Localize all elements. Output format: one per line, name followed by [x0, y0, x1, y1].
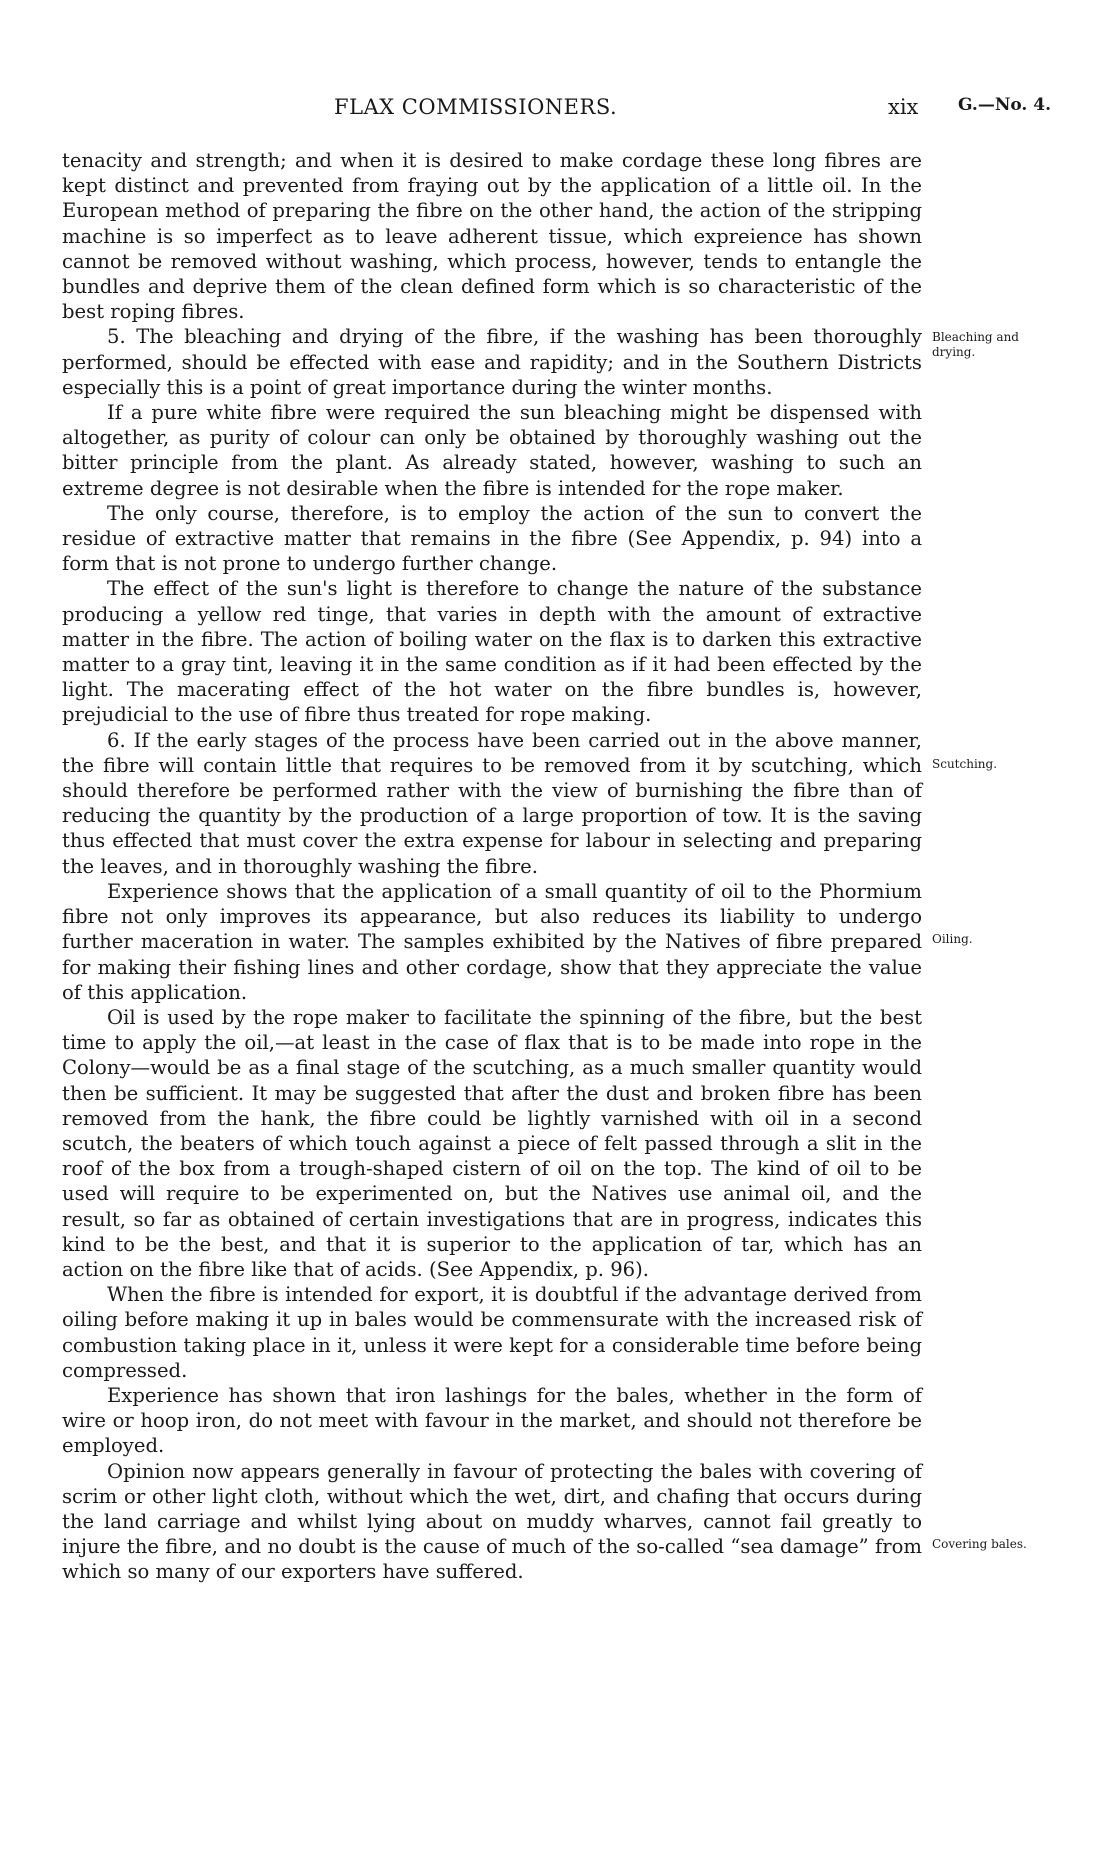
paragraph: If a pure white fibre were required the sun bleaching might be dispensed with altogether, as purity of colour can only be obtained by thoroughly washing out the bitter principle from the plant. As already stated, however, washing to such an extreme degree is not desirable when the fibre is intended for the rope maker.: [62, 401, 922, 500]
paper-reference: G.—No. 4.: [958, 95, 1051, 115]
paragraph: tenacity and strength; and when it is desired to make cordage these long fibres are kept distinct and prevented from fraying out by the application of a little oil. In the European method of preparing the fibre on the other hand, the action of the stripping machine is so imperfect as to leave adherent tissue, which expreience has shown cannot be removed without washing, which process, however, tends to entangle the bundles and deprive them of the clean defined form which is so characteristic of the best roping fibres.: [62, 149, 922, 324]
page-number: xix: [888, 95, 919, 119]
paragraph: Oil is used by the rope maker to facilitate the spinning of the fibre, but the best time to apply the oil,—at least in the case of flax that is to be made into rope in the Colony—would be as a final stage of the scutching, as a much smaller quantity would then be sufficient. It may be suggested that after the dust and broken fibre has been removed from the hank, the fibre could be lightly varnished with oil in a second scutch, the beaters of which touch against a piece of felt passed through a slit in the roof of the box from a trough-shaped cistern of oil on the top. The kind of oil to be used will require to be experimented on, but the Natives use animal oil, and the result, so far as obtained of certain investigations that are in progress, indicates this kind to be the best, and that it is superior to the application of tar, which has an action on the fibre like that of acids. (See Appendix, p. 96).: [62, 1005, 922, 1281]
paragraph: 5. The bleaching and drying of the fibre, if the washing has been thoroughly performed, should be effected with ease and rapidity; and in the Southern Districts especially this is a point of great importance during the winter months.: [62, 325, 922, 399]
side-note-scutching: Scutching.: [932, 757, 998, 771]
paragraph: Experience has shown that iron lashings for the bales, whether in the form of wire or hoop iron, do not meet with favour in the market, and should not therefore be employed.: [62, 1383, 922, 1458]
paragraph: Experience shows that the application of a small quantity of oil to the Phormium fibre not only improves its appearance, but also reduces its liability to undergo further maceration in water. The samples exhibited by the Natives of fibre prepared for making their fishing lines and other cordage, show that they appreciate the value of this application.: [62, 879, 922, 1004]
side-note-oiling: Oiling.: [932, 932, 973, 946]
side-note-bleaching: Bleaching and drying.: [932, 330, 1019, 359]
paragraph: 6. If the early stages of the process have been carried out in the above manner, the fibre will contain little that requires to be removed from it by scutching, which should therefore be performed rather with the view of burnishing the fibre than of reducing the quantity by the production of a large proportion of tow. It is the saving thus effected that must cover the extra expense for labour in selecting and preparing the leaves, and in thoroughly washing the fibre.: [62, 728, 922, 878]
paragraph: The only course, therefore, is to employ the action of the sun to convert the residue of extractive matter that remains in the fibre (See Appendix, p. 94) into a form that is not prone to undergo further change.: [62, 501, 922, 576]
body-text: [62, 148, 922, 1585]
running-title: FLAX COMMISSIONERS.: [334, 95, 618, 119]
side-note-covering: Covering bales.: [932, 1537, 1027, 1551]
paragraph: The effect of the sun's light is therefore to change the nature of the substance producing a yellow red tinge, that varies in depth with the amount of extractive matter in the fibre. The action of boiling water on the flax is to darken this extractive matter to a gray tint, leaving it in the same condition as if it had been effected by the light. The macerating effect of the hot water on the fibre bundles is, however, prejudicial to the use of fibre thus treated for rope making.: [62, 577, 922, 727]
paragraph: Opinion now appears generally in favour of protecting the bales with covering of scrim or other light cloth, without which the wet, dirt, and chafing that occurs during the land carriage and whilst lying about on muddy wharves, cannot fail greatly to injure the fibre, and no doubt is the cause of much of the so-called “sea damage” from which so many of our exporters have suffered.: [62, 1459, 922, 1584]
paragraph: When the fibre is intended for export, it is doubtful if the advantage derived from oiling before making it up in bales would be commensurate with the increased risk of combustion taking place in it, unless it were kept for a considerable time before being compressed.: [62, 1283, 922, 1382]
